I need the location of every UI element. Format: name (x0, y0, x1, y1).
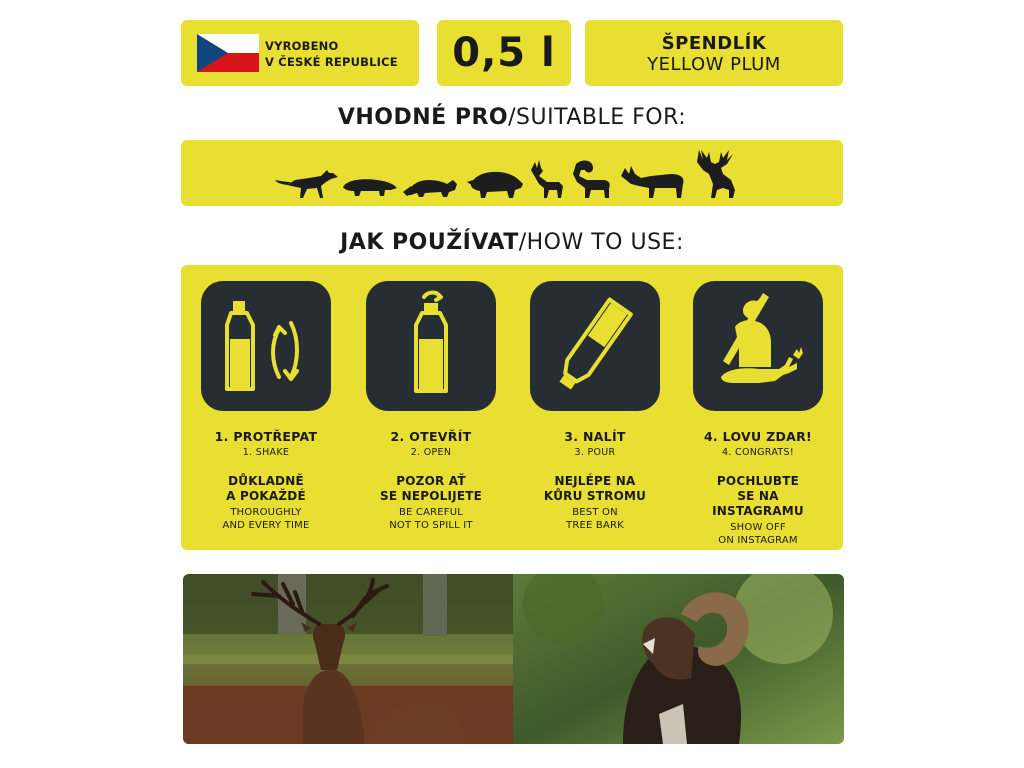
made-in-line2: V ČESKÉ REPUBLICE (265, 55, 398, 69)
volume-label: 0,5 l (452, 30, 556, 76)
step-note-en (530, 506, 660, 532)
made-in-czech-badge (181, 20, 419, 86)
volume-badge (437, 20, 571, 86)
step-note-en-line1: THOROUGHLY (230, 507, 302, 518)
hunter-trophy-icon (693, 281, 823, 411)
step-icon-box (530, 281, 660, 411)
step-note-en-line2: ON INSTAGRAM (718, 535, 798, 546)
fallow-deer-icon (621, 166, 684, 198)
flavor-cz: ŠPENDLÍK (661, 33, 767, 54)
pour-bottle-icon (530, 281, 660, 411)
made-in-text (265, 38, 398, 70)
step-note-cz (201, 474, 331, 504)
step-note-cz (366, 474, 496, 504)
red-deer-stag-icon (697, 150, 735, 198)
step-note-cz (693, 474, 823, 519)
step-note-en-line2: NOT TO SPILL IT (389, 520, 473, 531)
step-note-en-line1: BEST ON (572, 507, 618, 518)
step-title-cz: 3. NALÍT (564, 429, 626, 444)
flavor-en: YELLOW PLUM (647, 54, 781, 75)
howto-heading-en: /HOW TO USE: (518, 230, 684, 255)
step-note-en-line2: TREE BARK (566, 520, 624, 531)
red-deer-photo (183, 574, 513, 744)
animals-band (181, 140, 843, 206)
step-note-cz-line1: POCHLUBTE (716, 474, 800, 488)
made-in-line1: VYROBENO (265, 39, 339, 53)
step-note-cz-line2: A POKAŽDÉ (226, 489, 306, 503)
open-bottle-icon (366, 281, 496, 411)
step-icon-box (201, 281, 331, 411)
step-note-en-line1: SHOW OFF (730, 522, 786, 533)
step-note-en-line2: AND EVERY TIME (222, 520, 310, 531)
photo-strip (183, 574, 844, 744)
step-note-en-line1: BE CAREFUL (398, 507, 464, 518)
suitable-heading-cz: VHODNÉ PRO (337, 105, 509, 130)
step-congrats (693, 281, 823, 547)
step-note-cz (530, 474, 660, 504)
step-note-en (201, 506, 331, 532)
step-icon-box (366, 281, 496, 411)
how-to-use-heading (0, 230, 1024, 255)
step-title-cz: 1. PROTŘEPAT (214, 429, 318, 444)
badger-icon (343, 179, 397, 196)
step-pour (530, 281, 660, 532)
step-title-en: 4. CONGRATS! (722, 447, 794, 458)
raccoon-icon (403, 180, 457, 197)
step-note-cz-line1: DŮKLADNĚ (228, 474, 304, 488)
step-note-en (693, 521, 823, 547)
step-open (366, 281, 496, 532)
flavor-badge (585, 20, 843, 86)
step-note-en (366, 506, 496, 532)
czech-flag-icon (197, 34, 259, 72)
step-title-en: 2. OPEN (410, 447, 452, 458)
roe-deer-icon (531, 160, 563, 198)
step-note-cz-line1: POZOR AŤ (396, 474, 466, 488)
step-title-en: 1. SHAKE (242, 447, 290, 458)
mouflon-photo (513, 574, 844, 744)
step-note-cz-line2: SE NA INSTAGRAMU (712, 489, 804, 518)
step-title-cz: 4. LOVU ZDAR! (703, 429, 813, 444)
suitable-heading-en: /SUITABLE FOR: (508, 105, 687, 130)
step-title-en: 3. POUR (574, 447, 616, 458)
step-icon-box (693, 281, 823, 411)
step-note-cz-line2: KŮRU STROMU (543, 489, 647, 503)
shake-bottle-icon (201, 281, 331, 411)
howto-heading-cz: JAK POUŽÍVAT (340, 230, 519, 255)
how-to-use-band (181, 265, 843, 550)
mouflon-icon (573, 161, 610, 198)
step-shake (201, 281, 331, 532)
suitable-for-heading (0, 105, 1024, 130)
step-title-cz: 2. OTEVŘÍT (390, 429, 472, 444)
step-note-cz-line2: SE NEPOLIJETE (379, 489, 482, 503)
fox-icon (275, 170, 338, 198)
step-note-cz-line1: NEJLÉPE NA (554, 474, 636, 488)
wild-boar-icon (467, 172, 523, 198)
